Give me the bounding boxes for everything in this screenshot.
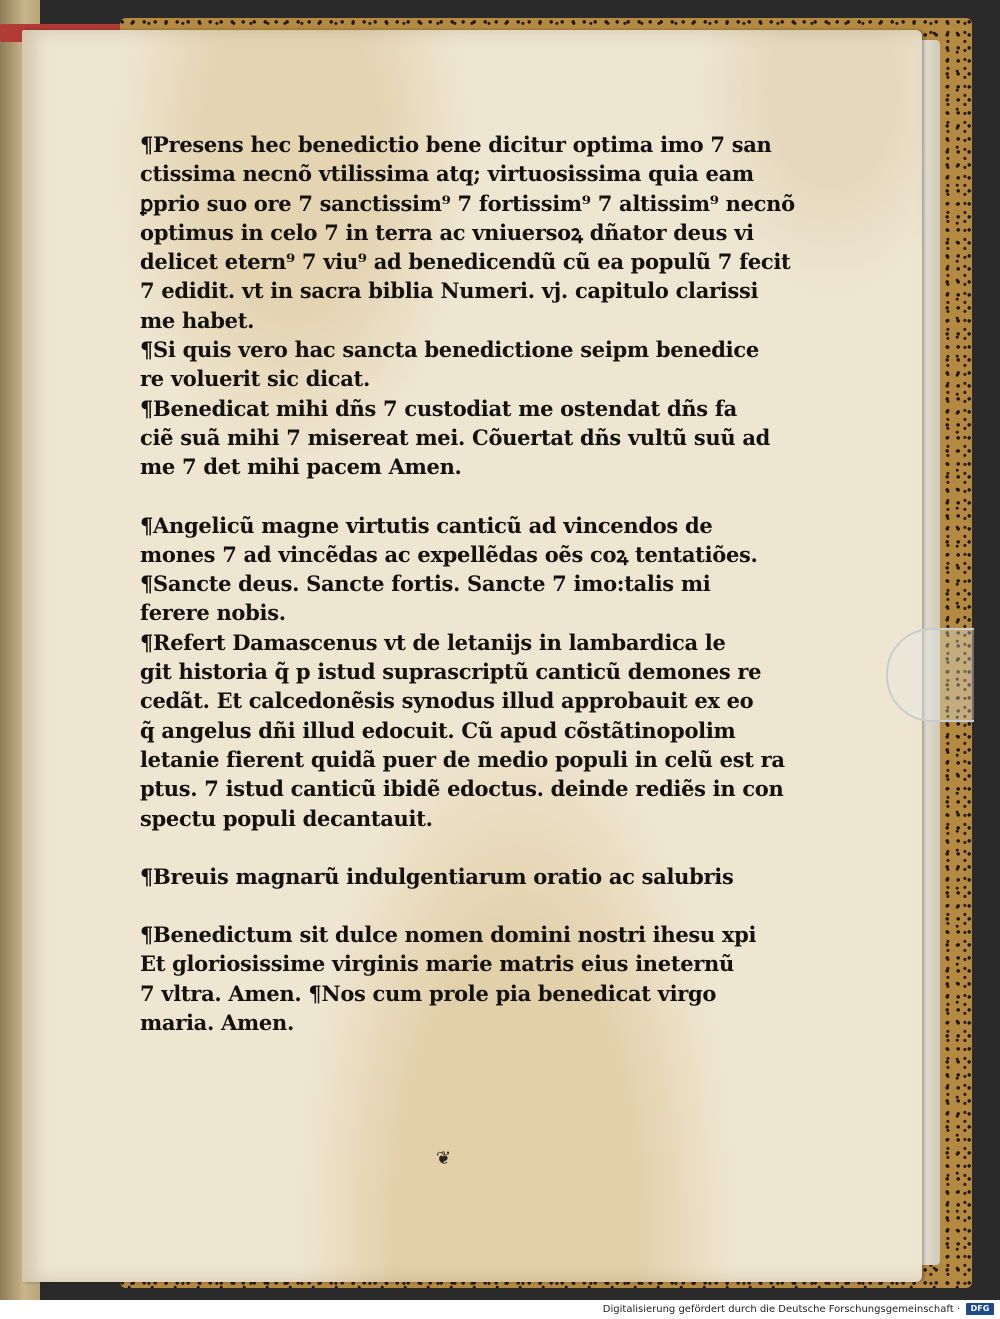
text-line: re voluerit sic dicat. [140,366,370,392]
page-text [140,130,800,1037]
text-line: ¶Benedicat mihi dñs 7 custodiat me ostendat dñs fa [140,395,737,421]
page-clip [886,628,974,722]
text-line: cedãt. Et calcedonẽsis synodus illud approbauit ex eo [140,688,754,714]
text-line: 7 edidit. vt in sacra biblia Numeri. vj. capitulo clarissi [140,278,759,304]
text-line: letanie fierent quidã puer de medio populi in celũ est ra [140,746,785,772]
paragraph [140,511,800,570]
dfg-logo: DFG [966,1303,994,1315]
text-line: delicet etern⁹ 7 viu⁹ ad benedicendũ cũ ea populũ 7 fecit [140,249,791,275]
text-line: ¶Angelicũ magne virtutis canticũ ad vincendos de [140,512,713,538]
text-line: me 7 det mihi pacem Amen. [140,454,462,480]
paragraph-gap [140,482,800,511]
text-line: ¶Presens hec benedictio bene dicitur optima imo 7 san [140,132,772,157]
text-line: ferere nobis. [140,600,286,626]
footer-credit: Digitalisierung gefördert durch die Deutsche Forschungsgemeinschaft · [602,1304,960,1315]
text-line: optimus in celo 7 in terra ac vniuersoꝝ dñator deus vi [140,219,754,245]
paragraph [140,569,800,628]
text-line: spectu populi decantauit. [140,805,433,831]
text-line: ꝑprio suo ore 7 sanctissim⁹ 7 fortissim⁹ 7 altissim⁹ necnõ [140,190,795,216]
text-line: ¶Si quis vero hac sancta benedictione seipm benedice [140,337,759,363]
paragraph [140,628,800,833]
text-line: ciẽ suã mihi 7 misereat mei. Cõuertat dñs vultũ suũ ad [140,424,771,450]
paragraph [140,920,800,1037]
ornament-icon: ❦ [436,1148,452,1169]
paragraph [140,335,800,394]
paragraph-gap [140,891,800,920]
text-line: me habet. [140,307,255,333]
text-line: Et gloriosissime virginis marie matris eius ineternũ [140,951,734,977]
text-line: ¶Refert Damascenus vt de letanijs in lambardica le [140,629,726,655]
text-line: ptus. 7 istud canticũ ibidẽ edoctus. deinde rediẽs in con [140,776,784,802]
text-line: ¶Benedictum sit dulce nomen domini nostri ihesu xpi [140,922,757,948]
text-line: ¶Breuis magnarũ indulgentiarum oratio ac salubris [140,863,734,889]
text-line: q̃ angelus dñi illud edocuit. Cũ apud cõstãtinopolim [140,717,736,743]
text-line: maria. Amen. [140,1010,294,1036]
text-line: ¶Sancte deus. Sancte fortis. Sancte 7 imo:talis mi [140,571,711,597]
text-line: 7 vltra. Amen. ¶Nos cum prole pia benedicat virgo [140,980,717,1006]
text-line: git historia q̃ p istud suprascriptũ canticũ demones re [140,659,762,685]
paragraph [140,130,800,335]
footer [0,1300,1000,1319]
paragraph [140,394,800,482]
text-line: ctissima necnõ vtilissima atq; virtuosissima quia eam [140,161,754,187]
paragraph [140,862,800,891]
paragraph-gap [140,833,800,862]
text-line: mones 7 ad vincẽdas ac expellẽdas oẽs coꝝ tentatiões. [140,541,758,567]
